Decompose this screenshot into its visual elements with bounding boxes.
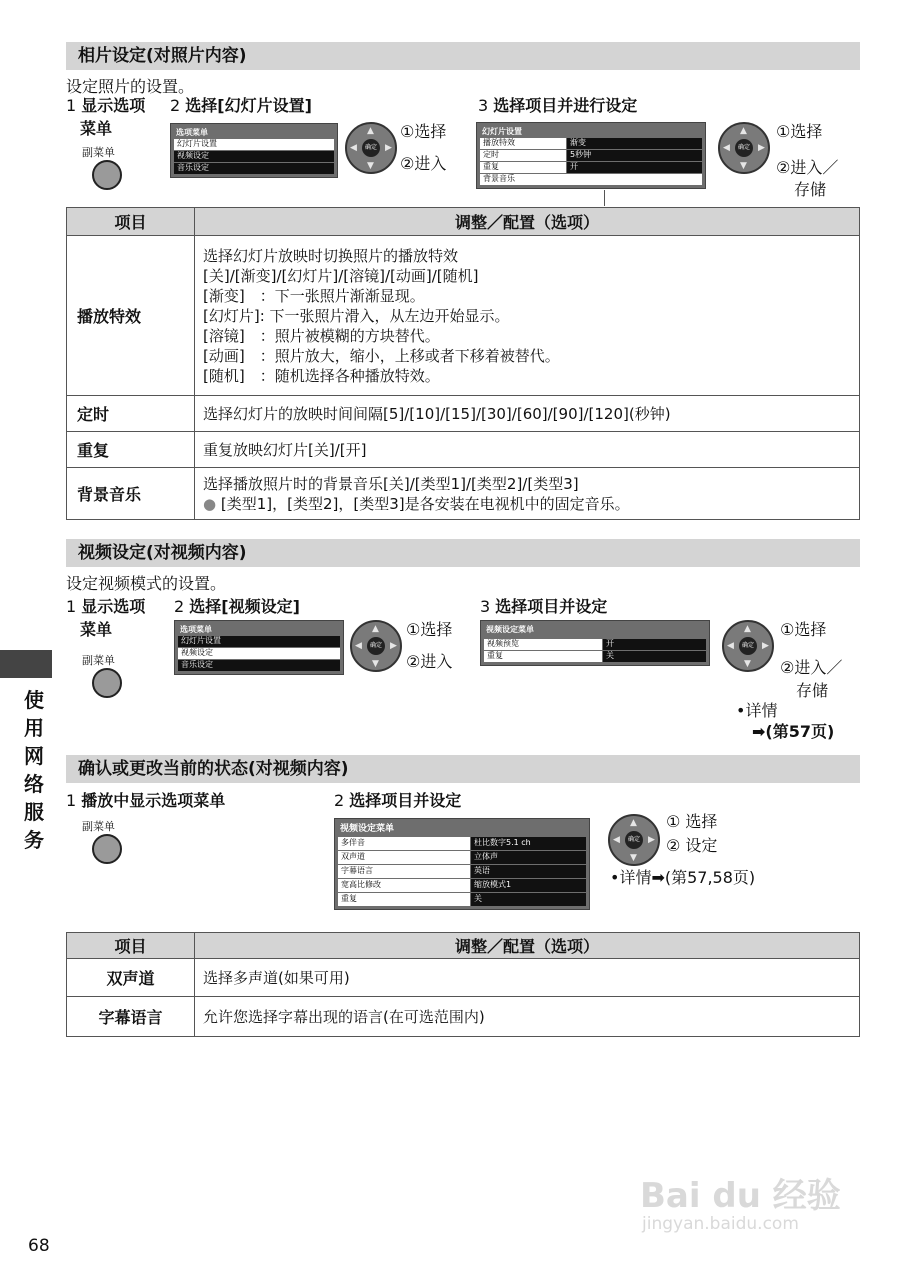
menu-item-selected[interactable]: 视频设定	[178, 648, 340, 659]
step-number: 2	[174, 597, 185, 616]
step-label: 播放中显示选项菜单	[81, 791, 226, 810]
video-step1	[66, 597, 145, 617]
col-header-options: 调整／配置（选项）	[195, 208, 860, 236]
step-number: 3	[480, 597, 491, 616]
photo-step1	[66, 96, 145, 116]
submenu-button[interactable]	[92, 160, 122, 190]
up-arrow-icon: ▲	[740, 126, 747, 136]
menu-item-selected[interactable]: 视频设定	[174, 151, 334, 162]
submenu-label: 副菜单	[82, 820, 115, 833]
left-arrow-icon: ◀	[723, 143, 730, 153]
menu-row-label[interactable]: 定时	[480, 150, 566, 161]
photo-intro: 设定照片的设置。	[66, 77, 195, 96]
status-step2	[334, 791, 461, 811]
step-label: 选择项目并进行设定	[493, 96, 638, 115]
down-arrow-icon: ▼	[744, 659, 751, 669]
left-arrow-icon: ◀	[355, 641, 362, 651]
menu-title: 视频设定菜单	[486, 625, 534, 634]
menu-row-value[interactable]: 开	[567, 162, 702, 173]
status-options-table	[66, 932, 860, 1037]
row-val-subtitle: 允许您选择字幕出现的语言(在可选范围内)	[195, 997, 860, 1037]
right-arrow-icon: ▶	[390, 641, 397, 651]
connector-line	[604, 190, 605, 206]
store-annotation: 存储	[796, 681, 829, 700]
video-step3	[480, 597, 607, 617]
ok-button[interactable]: 确定	[625, 831, 643, 849]
menu-row-label[interactable]: 宽高比修改	[338, 879, 470, 892]
menu-row-label[interactable]: 字幕语言	[338, 865, 470, 878]
step-label: 选择[视频设定]	[189, 597, 300, 616]
side-tab-char: 服	[24, 800, 44, 824]
menu-item[interactable]: 音乐设定	[178, 660, 340, 671]
video-menu-screen	[480, 620, 710, 666]
video-step2	[174, 597, 300, 617]
menu-row-value[interactable]: 5秒钟	[567, 150, 702, 161]
enter-annotation: ②进入	[400, 154, 447, 173]
select-annotation: ①选择	[780, 620, 827, 639]
step-label: 显示选项	[81, 597, 146, 616]
side-tab-char: 务	[24, 828, 44, 852]
ok-button[interactable]: 确定	[735, 139, 753, 157]
down-arrow-icon: ▼	[740, 161, 747, 171]
effect-line: [渐变] ：下一张照片渐渐显现。	[203, 286, 425, 305]
section-title-status: 确认或更改当前的状态(对视频内容)	[66, 755, 860, 783]
col-header-item: 项目	[67, 208, 195, 236]
slideshow-menu-screen	[476, 122, 706, 189]
effect-line: 选择幻灯片放映时切换照片的播放特效	[203, 246, 459, 265]
select-annotation: ① 选择	[666, 812, 718, 831]
down-arrow-icon: ▼	[630, 853, 637, 863]
menu-row-value[interactable]: 开	[603, 639, 706, 650]
col-header-item: 项目	[67, 933, 195, 959]
photo-step2	[170, 96, 312, 116]
menu-row-label[interactable]: 视频预览	[484, 639, 602, 650]
menu-row-label[interactable]: 多伴音	[338, 837, 470, 850]
col-header-options: 调整／配置（选项）	[195, 933, 860, 959]
section-title-video: 视频设定(对视频内容)	[66, 539, 860, 567]
menu-row-value[interactable]: 关	[471, 893, 586, 906]
bullet-icon: ●	[203, 494, 217, 513]
menu-title: 选项菜单	[180, 625, 212, 634]
menu-row-label[interactable]: 双声道	[338, 851, 470, 864]
down-arrow-icon: ▼	[367, 161, 374, 171]
status-video-menu-screen	[334, 818, 590, 910]
row-key-dual: 双声道	[67, 959, 195, 997]
menu-row-value[interactable]: 渐变	[567, 138, 702, 149]
menu-row-label[interactable]: 重复	[338, 893, 470, 906]
select-annotation: ①选择	[406, 620, 453, 639]
step-label: 选择项目并设定	[349, 791, 462, 810]
enter-store-annotation: ②进入／	[780, 658, 843, 677]
up-arrow-icon: ▲	[372, 624, 379, 634]
ok-button[interactable]: 确定	[367, 637, 385, 655]
menu-row-label[interactable]: 重复	[480, 162, 566, 173]
step-number: 2	[170, 96, 181, 115]
select-annotation: ①选择	[400, 122, 447, 141]
bgm-line: 选择播放照片时的背景音乐[关]/[类型1]/[类型2]/[类型3]	[203, 474, 579, 493]
row-val-effect	[195, 236, 860, 396]
step-label: 显示选项	[81, 96, 146, 115]
row-val-repeat: 重复放映幻灯片[关]/[开]	[195, 432, 860, 468]
right-arrow-icon: ▶	[762, 641, 769, 651]
side-tab-char: 用	[24, 716, 44, 740]
menu-title: 幻灯片设置	[482, 127, 522, 136]
set-annotation: ② 设定	[666, 836, 718, 855]
row-key-repeat: 重复	[67, 432, 195, 468]
row-key-bgm: 背景音乐	[67, 468, 195, 520]
side-tab-char: 网	[24, 744, 44, 768]
left-arrow-icon: ◀	[350, 143, 357, 153]
menu-item[interactable]: 音乐设定	[174, 163, 334, 174]
menu-item[interactable]: 幻灯片设置	[178, 636, 340, 647]
remote-dpad[interactable]	[345, 122, 397, 174]
row-key-effect: 播放特效	[67, 236, 195, 396]
menu-row-value[interactable]: 杜比数字5.1 ch	[471, 837, 586, 850]
menu-item[interactable]: 幻灯片设置	[174, 139, 334, 150]
submenu-label: 副菜单	[82, 654, 115, 667]
right-arrow-icon: ▶	[648, 835, 655, 845]
section-title-photo: 相片设定(对照片内容)	[66, 42, 860, 70]
photo-options-table	[66, 207, 860, 520]
submenu-button[interactable]	[92, 834, 122, 864]
up-arrow-icon: ▲	[367, 126, 374, 136]
step-label: 选择项目并设定	[495, 597, 608, 616]
step-label-line2: 菜单	[80, 620, 113, 639]
remote-dpad[interactable]	[718, 122, 770, 174]
remote-dpad[interactable]	[350, 620, 402, 672]
menu-title: 视频设定菜单	[340, 824, 395, 834]
step-label-line2: 菜单	[80, 119, 113, 138]
select-annotation: ①选择	[776, 122, 823, 141]
right-arrow-icon: ▶	[758, 143, 765, 153]
remote-dpad[interactable]	[608, 814, 660, 866]
menu-row-value[interactable]: 英语	[471, 865, 586, 878]
menu-row-value[interactable]: 缩放模式1	[471, 879, 586, 892]
row-val-timer: 选择幻灯片的放映时间间隔[5]/[10]/[15]/[30]/[60]/[90]/[120](秒钟)	[195, 396, 860, 432]
up-arrow-icon: ▲	[744, 624, 751, 634]
watermark-url: jingyan.baidu.com	[642, 1214, 799, 1234]
detail-annotation[interactable]: •详情➡(第57,58页)	[610, 868, 756, 887]
row-val-bgm	[195, 468, 860, 520]
submenu-button[interactable]	[92, 668, 122, 698]
video-intro: 设定视频模式的设置。	[66, 574, 227, 593]
menu-title: 选项菜单	[176, 128, 208, 137]
right-arrow-icon: ▶	[385, 143, 392, 153]
menu-row-label[interactable]: 背景音乐	[480, 174, 702, 185]
watermark-logo: Bai du 经验	[640, 1176, 841, 1216]
step-label: 选择[幻灯片设置]	[185, 96, 312, 115]
side-tab-char: 络	[24, 772, 44, 796]
side-tab-label	[24, 686, 48, 854]
left-arrow-icon: ◀	[613, 835, 620, 845]
detail-annotation: •详情	[736, 701, 778, 720]
effect-line: [溶镜] ：照片被模糊的方块替代。	[203, 326, 440, 345]
bgm-note	[203, 494, 851, 514]
ok-button[interactable]: 确定	[739, 637, 757, 655]
ok-button[interactable]: 确定	[362, 139, 380, 157]
effect-line: [动画] ：照片放大，缩小，上移或者下移着被替代。	[203, 346, 560, 365]
bgm-note-text: [类型1]，[类型2]，[类型3]是各安装在电视机中的固定音乐。	[220, 494, 630, 513]
options-menu-screen	[170, 123, 338, 178]
up-arrow-icon: ▲	[630, 818, 637, 828]
detail-page-ref[interactable]: ➡(第57页)	[752, 722, 835, 741]
step-number: 1	[66, 791, 77, 810]
step-number: 1	[66, 597, 77, 616]
store-annotation: 存储	[794, 180, 827, 199]
side-tab-marker	[0, 650, 52, 678]
effect-line: [幻灯片]: 下一张照片滑入，从左边开始显示。	[203, 306, 510, 325]
photo-step3	[478, 96, 637, 116]
down-arrow-icon: ▼	[372, 659, 379, 669]
row-val-dual: 选择多声道(如果可用)	[195, 959, 860, 997]
menu-row-value[interactable]: 关	[603, 651, 706, 662]
remote-dpad[interactable]	[722, 620, 774, 672]
options-menu-screen	[174, 620, 344, 675]
menu-row-label[interactable]: 播放特效	[480, 138, 566, 149]
step-number: 1	[66, 96, 77, 115]
effect-line: [关]/[渐变]/[幻灯片]/[溶镜]/[动画]/[随机]	[203, 266, 479, 285]
enter-store-annotation: ②进入／	[776, 158, 839, 177]
side-tab-char: 使	[24, 688, 44, 712]
status-step1	[66, 791, 225, 811]
row-key-subtitle: 字幕语言	[67, 997, 195, 1037]
left-arrow-icon: ◀	[727, 641, 734, 651]
submenu-label: 副菜单	[82, 146, 115, 159]
row-key-timer: 定时	[67, 396, 195, 432]
menu-row-value[interactable]: 立体声	[471, 851, 586, 864]
effect-line: [随机] ：随机选择各种播放特效。	[203, 366, 440, 385]
step-number: 2	[334, 791, 345, 810]
page-number: 68	[28, 1236, 50, 1256]
menu-row-label[interactable]: 重复	[484, 651, 602, 662]
step-number: 3	[478, 96, 489, 115]
enter-annotation: ②进入	[406, 652, 453, 671]
